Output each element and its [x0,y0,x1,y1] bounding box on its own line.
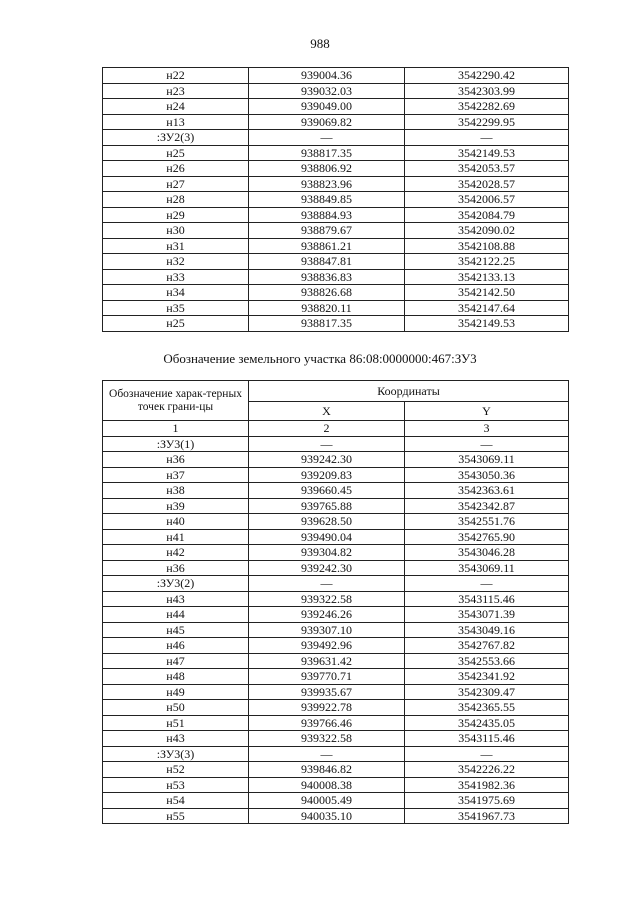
y-coordinate-cell: 3541982.36 [405,777,569,793]
header-point-designation: Обозначение харак-терных точек грани-цы [103,381,249,421]
point-id-cell: :ЗУ3(2) [103,576,249,592]
x-coordinate-cell: 939209.83 [249,467,405,483]
table-row [103,700,569,716]
x-coordinate-cell: 940035.10 [249,808,405,824]
x-coordinate-cell: 939660.45 [249,483,405,499]
x-coordinate-cell: 939922.78 [249,700,405,716]
y-coordinate-cell: 3543046.28 [405,545,569,561]
table-row [103,514,569,530]
x-coordinate-cell: 939765.88 [249,498,405,514]
x-coordinate-cell: — [249,576,405,592]
x-coordinate-cell: 939935.67 [249,684,405,700]
y-coordinate-cell: 3542149.53 [405,316,569,332]
y-coordinate-cell: 3543071.39 [405,607,569,623]
x-coordinate-cell: 939069.82 [249,114,405,130]
point-id-cell: н55 [103,808,249,824]
point-id-cell: н25 [103,316,249,332]
table-row [103,254,569,270]
header-x: X [249,402,405,421]
y-coordinate-cell: 3542363.61 [405,483,569,499]
table-row [103,653,569,669]
point-id-cell: н46 [103,638,249,654]
point-id-cell: н54 [103,793,249,809]
y-coordinate-cell: 3542553.66 [405,653,569,669]
y-coordinate-cell: 3542365.55 [405,700,569,716]
table-row [103,130,569,146]
x-coordinate-cell: 939032.03 [249,83,405,99]
y-coordinate-cell: — [405,746,569,762]
x-coordinate-cell: 938823.96 [249,176,405,192]
y-coordinate-cell: 3542006.57 [405,192,569,208]
x-coordinate-cell: 939242.30 [249,560,405,576]
point-id-cell: н45 [103,622,249,638]
table-row [103,161,569,177]
point-id-cell: н28 [103,192,249,208]
header-coordinates: Координаты [249,381,569,402]
point-id-cell: н23 [103,83,249,99]
table-row [103,576,569,592]
table-row [103,207,569,223]
point-id-cell: :ЗУ3(1) [103,436,249,452]
y-coordinate-cell: 3542147.64 [405,300,569,316]
y-coordinate-cell: — [405,130,569,146]
point-id-cell: н39 [103,498,249,514]
y-coordinate-cell: 3542028.57 [405,176,569,192]
x-coordinate-cell: 939322.58 [249,591,405,607]
point-id-cell: н41 [103,529,249,545]
table-row [103,777,569,793]
x-coordinate-cell: 938836.83 [249,269,405,285]
x-coordinate-cell: 939766.46 [249,715,405,731]
table-row [103,684,569,700]
x-coordinate-cell: 939307.10 [249,622,405,638]
point-id-cell: н53 [103,777,249,793]
table-row [103,529,569,545]
y-coordinate-cell: 3543049.16 [405,622,569,638]
table-row [103,316,569,332]
x-coordinate-cell: 939846.82 [249,762,405,778]
y-coordinate-cell: 3541967.73 [405,808,569,824]
point-id-cell: н27 [103,176,249,192]
x-coordinate-cell: 939304.82 [249,545,405,561]
y-coordinate-cell: 3543115.46 [405,731,569,747]
y-coordinate-cell: — [405,436,569,452]
x-coordinate-cell: 940005.49 [249,793,405,809]
header-col-num-1: 1 [103,421,249,437]
point-id-cell: н35 [103,300,249,316]
point-id-cell: н30 [103,223,249,239]
x-coordinate-cell: 939770.71 [249,669,405,685]
x-coordinate-cell: 939322.58 [249,731,405,747]
point-id-cell: н24 [103,99,249,115]
point-id-cell: н49 [103,684,249,700]
table-row [103,83,569,99]
y-coordinate-cell: 3542108.88 [405,238,569,254]
table-row [103,669,569,685]
point-id-cell: н47 [103,653,249,669]
point-id-cell: н52 [103,762,249,778]
y-coordinate-cell: 3541975.69 [405,793,569,809]
coordinates-table-zu2 [102,67,569,332]
x-coordinate-cell: 938849.85 [249,192,405,208]
point-id-cell: н44 [103,607,249,623]
point-id-cell: н51 [103,715,249,731]
point-id-cell: н22 [103,68,249,84]
point-id-cell: н36 [103,560,249,576]
point-id-cell: н29 [103,207,249,223]
y-coordinate-cell: 3542342.87 [405,498,569,514]
table-row [103,223,569,239]
point-id-cell: н37 [103,467,249,483]
header-col-num-3: 3 [405,421,569,437]
table-row [103,638,569,654]
y-coordinate-cell: 3542226.22 [405,762,569,778]
y-coordinate-cell: 3542133.13 [405,269,569,285]
table-row [103,591,569,607]
y-coordinate-cell: 3542341.92 [405,669,569,685]
page-number: 988 [310,36,330,51]
table-body [103,436,569,824]
x-coordinate-cell: 938817.35 [249,145,405,161]
point-id-cell: н50 [103,700,249,716]
table-row [103,483,569,499]
table-row [103,607,569,623]
x-coordinate-cell: 939492.96 [249,638,405,654]
y-coordinate-cell: 3542149.53 [405,145,569,161]
y-coordinate-cell: 3542084.79 [405,207,569,223]
x-coordinate-cell: — [249,746,405,762]
table-row [103,300,569,316]
table-row [103,114,569,130]
x-coordinate-cell: 939004.36 [249,68,405,84]
x-coordinate-cell: 939246.26 [249,607,405,623]
x-coordinate-cell: 939242.30 [249,452,405,468]
table-row [103,467,569,483]
point-id-cell: н38 [103,483,249,499]
header-col-num-2: 2 [249,421,405,437]
point-id-cell: н40 [103,514,249,530]
header-y: Y [405,402,569,421]
y-coordinate-cell: 3542282.69 [405,99,569,115]
table-row [103,238,569,254]
point-id-cell: н48 [103,669,249,685]
point-id-cell: н36 [103,452,249,468]
point-id-cell: :ЗУ3(3) [103,746,249,762]
point-id-cell: н25 [103,145,249,161]
table-row [103,793,569,809]
table-row [103,715,569,731]
point-id-cell: н43 [103,731,249,747]
x-coordinate-cell: — [249,436,405,452]
table-row [103,762,569,778]
y-coordinate-cell: 3542053.57 [405,161,569,177]
y-coordinate-cell: 3542767.82 [405,638,569,654]
table-row [103,560,569,576]
x-coordinate-cell: 939628.50 [249,514,405,530]
y-coordinate-cell: 3543069.11 [405,452,569,468]
y-coordinate-cell: 3542435.05 [405,715,569,731]
y-coordinate-cell: 3542303.99 [405,83,569,99]
y-coordinate-cell: 3542142.50 [405,285,569,301]
table-row [103,285,569,301]
y-coordinate-cell: 3542090.02 [405,223,569,239]
point-id-cell: н43 [103,591,249,607]
y-coordinate-cell: 3542309.47 [405,684,569,700]
y-coordinate-cell: 3543115.46 [405,591,569,607]
land-plot-caption: Обозначение земельного участка 86:08:0000000:467:ЗУ3 [163,351,477,366]
table-row [103,746,569,762]
point-id-cell: н13 [103,114,249,130]
point-id-cell: н33 [103,269,249,285]
x-coordinate-cell: 939049.00 [249,99,405,115]
x-coordinate-cell: 938826.68 [249,285,405,301]
point-id-cell: :ЗУ2(3) [103,130,249,146]
x-coordinate-cell: 938847.81 [249,254,405,270]
table-row [103,269,569,285]
x-coordinate-cell: 939490.04 [249,529,405,545]
x-coordinate-cell: 940008.38 [249,777,405,793]
table-row [103,545,569,561]
table-row [103,622,569,638]
coordinates-table-zu3 [102,380,569,824]
point-id-cell: н42 [103,545,249,561]
x-coordinate-cell: 938806.92 [249,161,405,177]
y-coordinate-cell: 3542551.76 [405,514,569,530]
x-coordinate-cell: 938820.11 [249,300,405,316]
table-row [103,808,569,824]
y-coordinate-cell: 3542765.90 [405,529,569,545]
x-coordinate-cell: — [249,130,405,146]
x-coordinate-cell: 938879.67 [249,223,405,239]
table-row [103,68,569,84]
table-body [103,68,569,332]
table-row [103,436,569,452]
x-coordinate-cell: 939631.42 [249,653,405,669]
table-row [103,731,569,747]
x-coordinate-cell: 938884.93 [249,207,405,223]
table-row [103,498,569,514]
table-row [103,176,569,192]
table-row [103,99,569,115]
point-id-cell: н34 [103,285,249,301]
point-id-cell: н26 [103,161,249,177]
x-coordinate-cell: 938861.21 [249,238,405,254]
y-coordinate-cell: 3543069.11 [405,560,569,576]
y-coordinate-cell: 3542290.42 [405,68,569,84]
table-row [103,192,569,208]
x-coordinate-cell: 938817.35 [249,316,405,332]
y-coordinate-cell: — [405,576,569,592]
table-row [103,452,569,468]
point-id-cell: н31 [103,238,249,254]
y-coordinate-cell: 3542122.25 [405,254,569,270]
y-coordinate-cell: 3542299.95 [405,114,569,130]
point-id-cell: н32 [103,254,249,270]
table-row [103,145,569,161]
y-coordinate-cell: 3543050.36 [405,467,569,483]
